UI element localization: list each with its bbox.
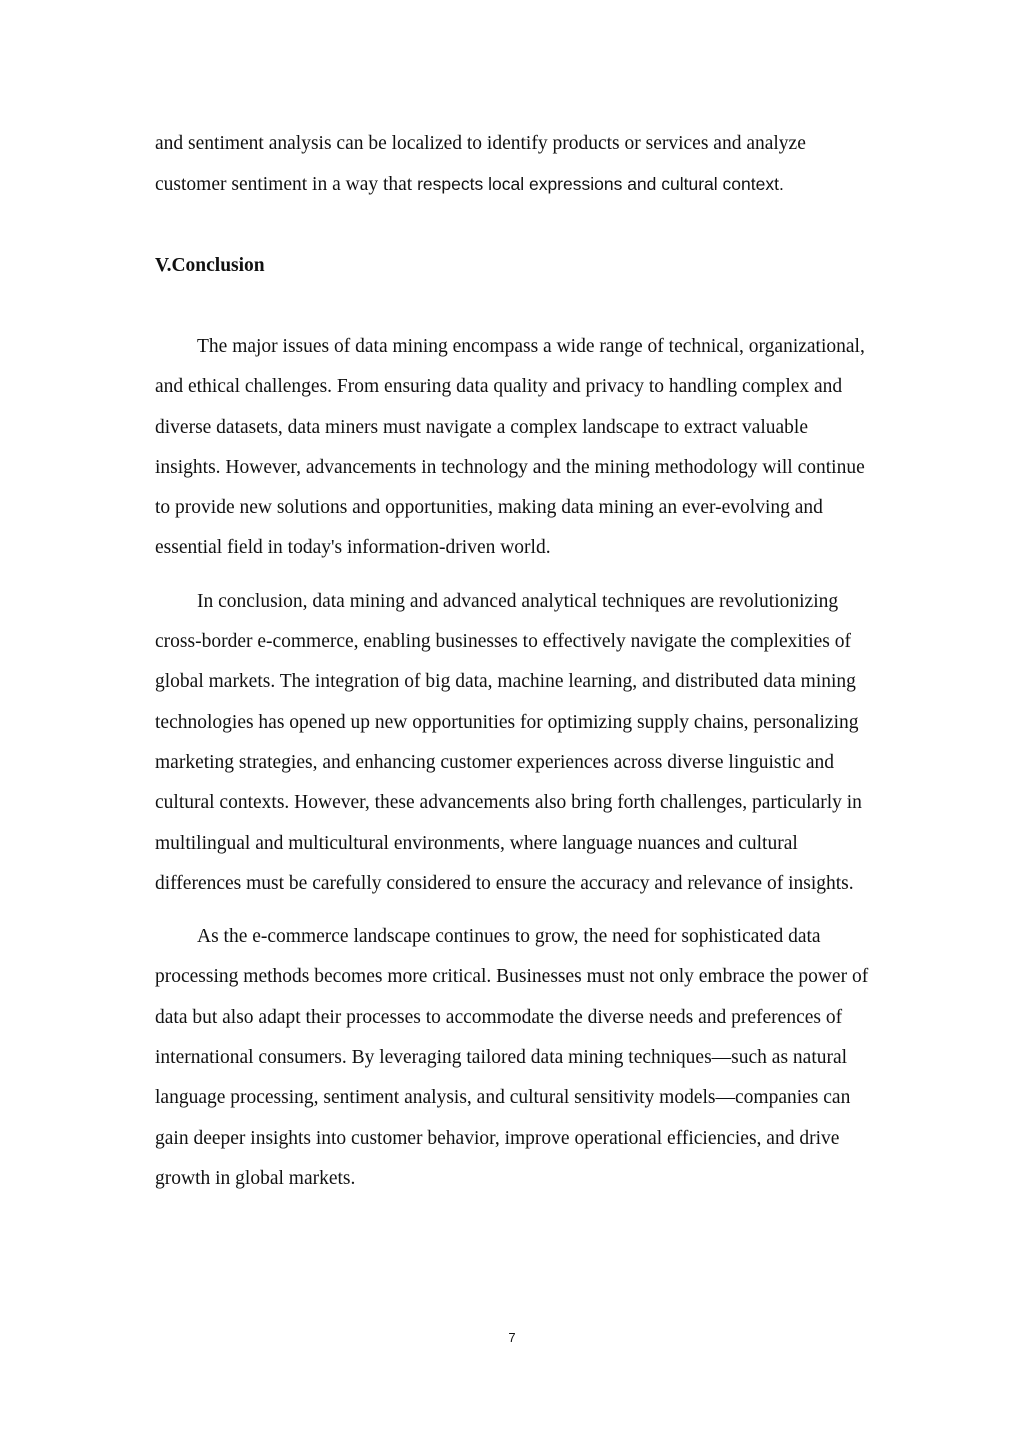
conclusion-body — [155, 327, 870, 1212]
section-heading: V.Conclusion — [155, 255, 265, 276]
continuation-paragraph — [155, 124, 870, 206]
continuation-text-sans: respects local expressions and cultural context. — [417, 174, 784, 195]
paragraph-ecommerce-landscape: As the e-commerce landscape continues to grow, the need for sophisticated data processing methods becomes more critical. Businesses must not only embrace the power of data but also adapt their processes to accommodate the diverse needs and preferences of international consumers. By leveraging tailored data mining techniques—such as natural language processing, sentiment analysis, and cultural sensitivity models—companies can gain deeper insights into customer behavior, improve operational efficiencies, and drive growth in global markets. — [155, 926, 869, 1189]
paragraph-major-issues: The major issues of data mining encompass a wide range of technical, organizational, and ethical challenges. From ensuring data quality and privacy to handling complex and diverse datasets, data miners must navigate a complex landscape to extract valuable insights. However, advancements in technology and the mining methodology will continue to provide new solutions and opportunities, making data mining an ever-evolving and essential field in today's information-driven world. — [155, 336, 865, 559]
paragraph-in-conclusion: In conclusion, data mining and advanced analytical techniques are revolutionizing cross-border e-commerce, enabling businesses to effectively navigate the complexities of global markets. The integration of big data, machine learning, and distributed data mining technologies has opened up new opportunities for optimizing supply chains, personalizing marketing strategies, and enhancing customer experiences across diverse linguistic and cultural contexts. However, these advancements also bring forth challenges, particularly in multilingual and multicultural environments, where language nuances and cultural differences must be carefully considered to ensure the accuracy and relevance of insights. — [155, 590, 862, 894]
page-number: 7 — [508, 1330, 516, 1345]
continuation-text-serif: and sentiment analysis can be localized to identify products or services and analyze customer sentiment in a way that — [155, 133, 806, 196]
